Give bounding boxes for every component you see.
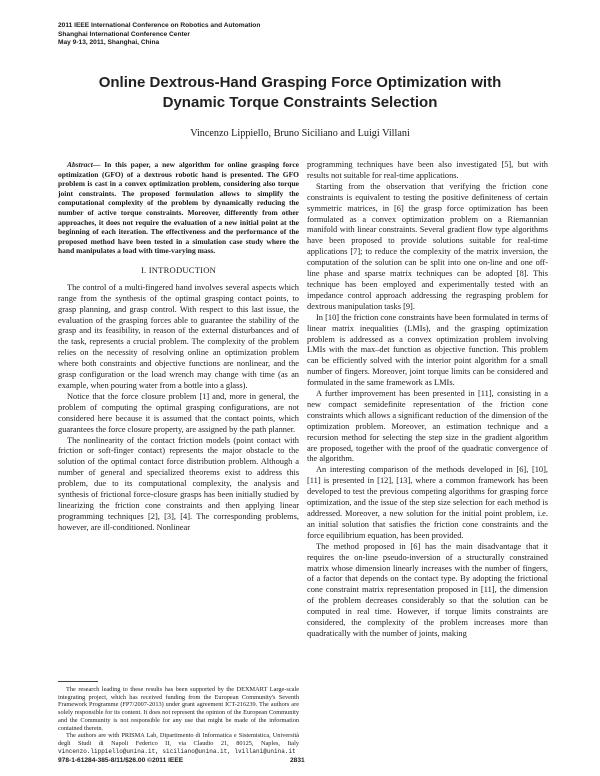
paragraph: Notice that the force closure problem [1] and, more in general, the problem of computing the optimal grasping configurations, are not considered here because it is assumed that the contact points, which guarantees the force closure property, are assigned by the path planner. [58, 391, 299, 434]
page-number: 2831 [290, 757, 305, 764]
right-column [307, 160, 548, 640]
paragraph: A further improvement has been presented in [11], consisting in a new compact semidefinite representation of the friction cone constraints which allows a significant reduction of the dimension of the optimization problem. Moreover, an estimation technique and a recursion method for selecting the step size in the gradient algorithm are proposed, together with the proof of the quadratic convergence of the algorithm. [307, 389, 548, 464]
author-emails: vincenzo.lippiello@unina.it, siciliano@unina.it, lvillani@unina.it [58, 747, 296, 755]
paragraph: In [10] the friction cone constraints have been formulated in terms of linear matrix inequalities (LMIs), and the grasping optimization problem is addressed as a convex optimization problem involving LMIs with the max–det function as objective function. This problem can be efficiently solved with the interior point algorithm for a small number of fingers. Moreover, joint torque limits can be considered and formulated in the same framework as LMIs. [307, 312, 548, 388]
paragraph: The control of a multi-fingered hand involves several aspects which range from the synthesis of the optimal grasping contact points, to grasp planning, and grasp control. With respect to this last issue, the evaluation of the grasping forces able to guarantee the stability of the grasp and its feasibility, in reason of the external disturbances and of the task, represents a crucial problem. The complexity of the problem relies on the necessity of resolving online an optimization problem where both constraints and objective functions are nonlinear, and the grasp configuration or the load wrench may change with time (as an example, when pouring water from a bottle into a glass). [58, 282, 299, 390]
conference-name: 2011 IEEE International Conference on Robotics and Automation [58, 22, 261, 29]
footer-isbn: 978-1-61284-385-8/11/$26.00 ©2011 IEEE [58, 757, 184, 764]
paper-title [30, 73, 570, 112]
abstract [58, 160, 299, 256]
footnote-divider [58, 681, 98, 682]
conference-header [58, 22, 260, 48]
paragraph: An interesting comparison of the methods developed in [6], [10], [11] is presented in [12], [13], where a common framework has been developed to test the previous competing algorithms for grasping force optimization, and the issue of the step size selection for each method is addressed. Moreover, a new solution for the initial point problem, i.e. an initial solution that satisfies the friction cone constraints and the force equilibrium equation, has been provided. [307, 465, 548, 540]
left-column [58, 160, 299, 534]
authors: Vincenzo Lippiello, Bruno Siciliano and Luigi Villani [190, 128, 410, 139]
footnote-affiliation [58, 732, 299, 755]
footnote-funding: The research leading to these results has been supported by the DEXMART Large-scale integrating project, which has received funding from the European Community's Seventh Framework Programme (FP7/2007-2013) under grant agreement ICT-216239. The authors are solely responsible for its content. It does not represent the opinion of the European Community and the Community is not responsible for any use that might be made of the information contained therein. [58, 686, 299, 732]
section-heading: I. INTRODUCTION [140, 264, 217, 275]
footnotes [58, 681, 299, 755]
conference-venue: Shanghai International Conference Center [58, 30, 190, 38]
paragraph: The method proposed in [6] has the main disadvantage that it requires the on-line pseudo-inversion of a structurally constrained matrix whose dimension linearly increases with the number of fingers, of a factor that depends on the contact type. By adopting the frictional cone constraint matrix representation proposed in [11], the dimension of the problem decreases considerably so that the solution can be computed in real time. However, if torque limits constraints are considered, the complexity of the problem increases more than quadratically with the number of joints, making [307, 541, 548, 638]
paragraph: The nonlinearity of the contact friction models (point contact with friction or soft-finger contact) represents the major obstacle to the solution of the optimal contact force distribution problem. Although a number of general and specialized theorems exist to address this problem, due to its computational complexity, the analysis and synthesis of frictional force-closure grasps has been initially studied by linearizing the friction cone constraints and then applying linear programming techniques [2], [3], [4]. The corresponding problems, however, are ill-conditioned. Nonlinear [58, 435, 299, 532]
title-line-1: Online Dextrous-Hand Grasping Force Optimization with [98, 74, 502, 91]
abstract-label: Abstract [67, 160, 93, 169]
affiliation-text: The authors are with PRISMA Lab, Dipartimento di Informatica e Sistemistica, Università degli Studi di Napoli Federico II, via Claudio 21, 80125, Naples, Italy [58, 732, 299, 747]
abstract-text: — In this paper, a new algorithm for online grasping force optimization (GFO) of a dextrous robotic hand is presented. The GFO problem is cast in a convex optimization problem, considering also torque joint constraints. The proposed formulation allows to simplify the computational complexity of the problem by dynamically reducing the number of active torque constraints. Moreover, differently from other approaches, it does not require the evaluation of a new initial point at the beginning of each iteration. The effectiveness and the performance of the proposed method have been tested in a simulation case study where the hand manipulates a load with time-varying mass. [58, 160, 299, 256]
paragraph: Starting from the observation that verifying the friction cone constraints is equivalent to testing the positive definiteness of certain symmetric matrices, in [6] the grasp force optimization has been formulated as a convex optimization problem on a Riemannian manifold with linear constraints. Several gradient flow type algorithms have been proposed to provide solutions suitable for real-time applications [7]; to reduce the complexity of the matrix inversion, the computation of the solution can be split into one on-line and one off-line phase and sparse matrix techniques can be adopted [8]. This technique has been employed and experimentally tested with an impedance control approach addressing the regrasping problem for dextrous manipulation tasks [9]. [307, 181, 548, 311]
title-line-2: Dynamic Torque Constraints Selection [162, 93, 438, 111]
conference-date: May 9-13, 2011, Shanghai, China [58, 39, 160, 47]
paragraph: programming techniques have been also investigated [5], but with results not suitable for real-time applications. [307, 160, 548, 180]
